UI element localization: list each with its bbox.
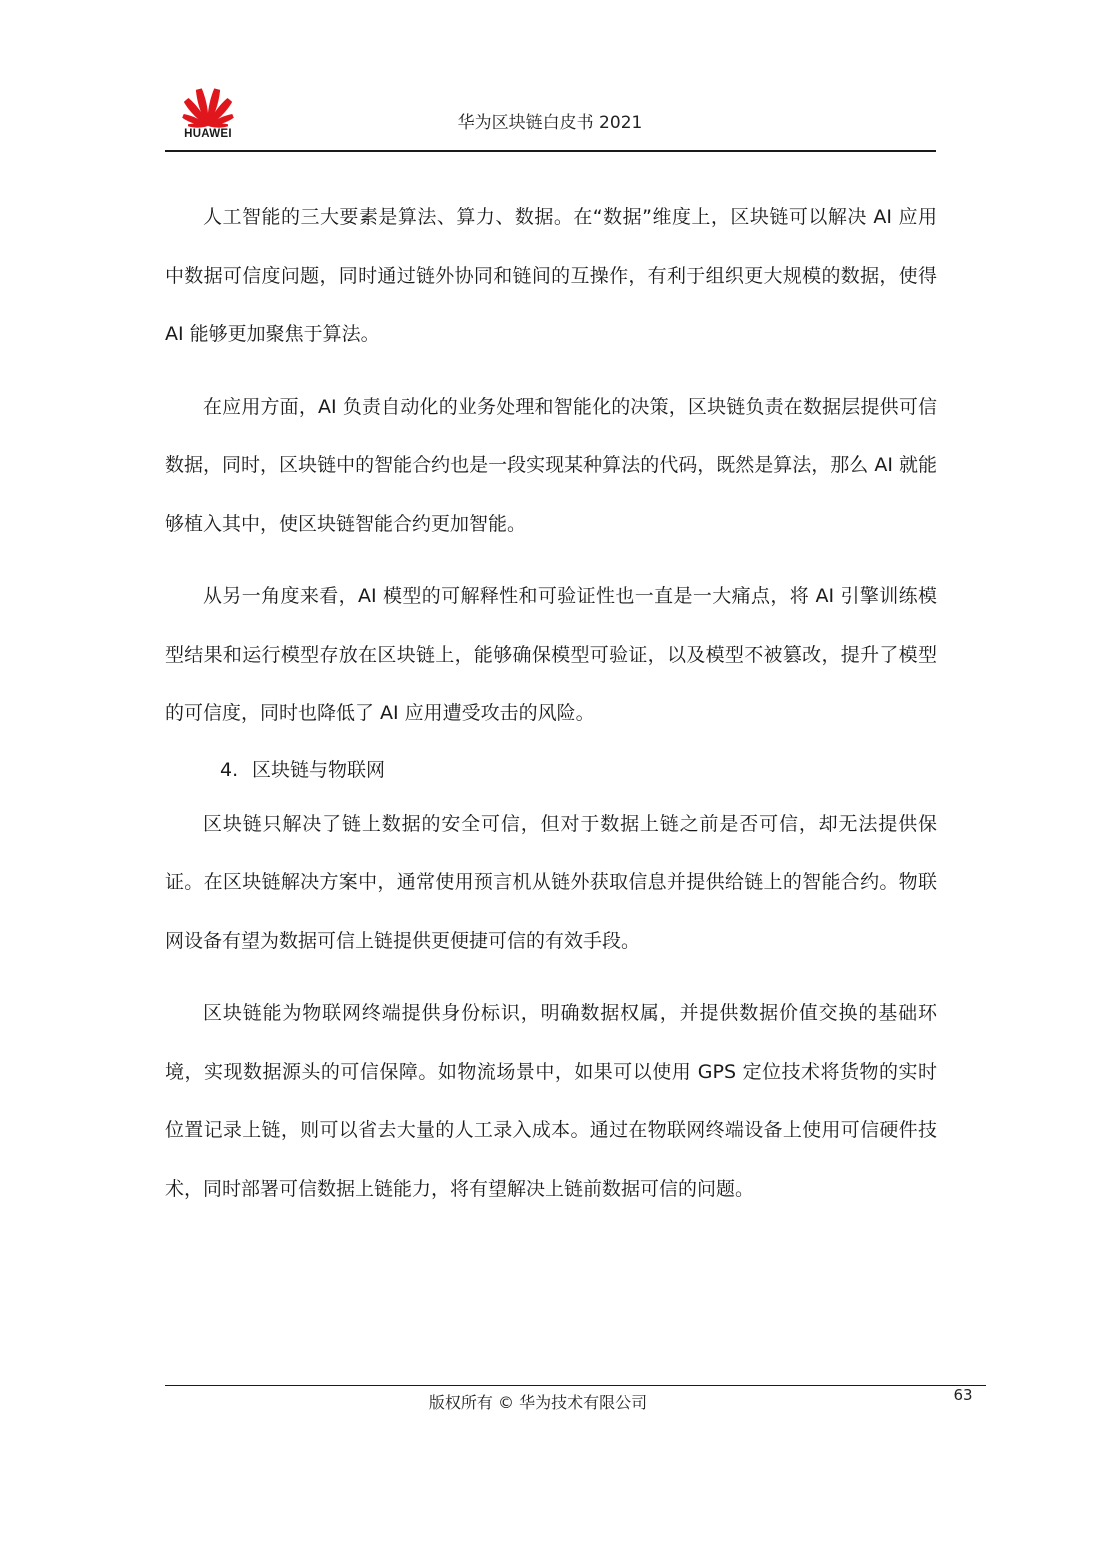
copyright-notice: 版权所有 © 华为技术有限公司 xyxy=(428,1393,648,1412)
page-number: 63 xyxy=(953,1386,973,1404)
paragraph: 区块链能为物联网终端提供身份标识，明确数据权属，并提供数据价值交换的基础环境，实现数据源头的可信保障。如物流场景中，如果可以使用 GPS 定位技术将货物的实时位置记录上链，则可以省去大量的人工录入成本。通过在物联网终端设备上使用可信硬件技术，同时部署可信数据上链能力，将有望解决上链前数据可信的问题。 xyxy=(165,1002,937,1200)
huawei-flower-icon xyxy=(176,84,240,128)
huawei-logo xyxy=(176,84,240,144)
section-heading xyxy=(165,755,937,785)
paragraph: 在应用方面，AI 负责自动化的业务处理和智能化的决策，区块链负责在数据层提供可信数据，同时，区块链中的智能合约也是一段实现某种算法的代码，既然是算法，那么 AI 就能够植入其中，使区块链智能合约更加智能。 xyxy=(165,395,937,535)
document-title: 华为区块链白皮书 2021 xyxy=(457,113,643,133)
paragraph: 人工智能的三大要素是算法、算力、数据。在“数据”维度上，区块链可以解决 AI 应用中数据可信度问题，同时通过链外协同和链间的互操作，有利于组织更大规模的数据，使得 AI 能够更加聚焦于算法。 xyxy=(165,206,937,345)
section-number: 4. xyxy=(220,758,239,781)
section-title: 区块链与物联网 xyxy=(252,758,386,781)
page-content xyxy=(165,188,937,1218)
logo-wordmark: HUAWEI xyxy=(184,128,232,140)
paragraph: 从另一角度来看，AI 模型的可解释性和可验证性也一直是一大痛点，将 AI 引擎训练模型结果和运行模型存放在区块链上，能够确保模型可验证，以及模型不被篡改，提升了模型的可信度，同时也降低了 AI 应用遭受攻击的风险。 xyxy=(165,585,937,724)
footer-divider xyxy=(165,1385,986,1386)
paragraph: 区块链只解决了链上数据的安全可信，但对于数据上链之前是否可信，却无法提供保证。在区块链解决方案中，通常使用预言机从链外获取信息并提供给链上的智能合约。物联网设备有望为数据可信上链提供更便捷可信的有效手段。 xyxy=(165,812,937,952)
header-divider xyxy=(165,150,936,152)
